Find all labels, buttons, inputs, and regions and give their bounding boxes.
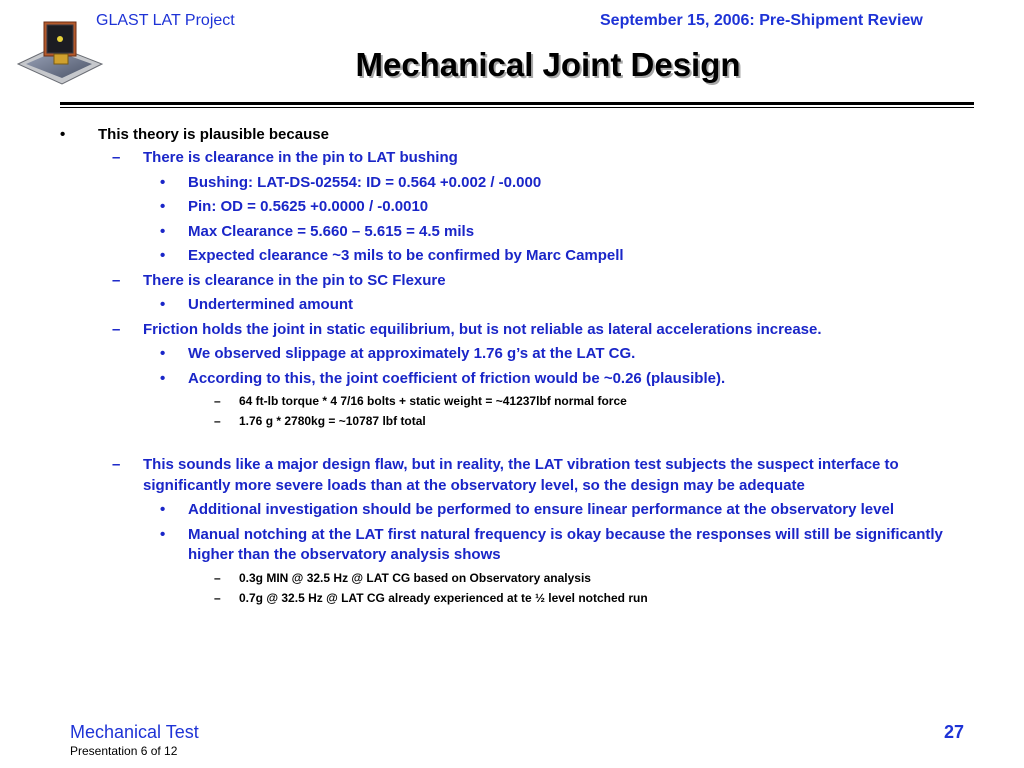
page-title: Mechanical Joint Design — [355, 46, 741, 83]
bullet-text: There is clearance in the pin to LAT bushing — [143, 149, 458, 166]
bullet-level3 — [0, 197, 1024, 218]
bullet-mark: • — [160, 525, 166, 543]
bullet-level4 — [0, 393, 1024, 409]
bullet-mark: • — [160, 247, 166, 264]
bullet-level2 — [0, 271, 1024, 292]
bullet-text: Friction holds the joint in static equilibrium, but is not reliable as lateral accelerations increase. — [143, 320, 822, 338]
dash-mark: – — [214, 590, 221, 605]
bullet-text: Max Clearance = 5.660 – 5.615 = 4.5 mils — [188, 222, 475, 240]
bullet-text: There is clearance in the pin to SC Flexure — [143, 271, 446, 289]
footer-subtitle: Presentation 6 of 12 — [70, 744, 178, 758]
bullet-text: 0.3g MIN @ 32.5 Hz @ LAT CG based on Observatory analysis — [239, 570, 591, 585]
bullet-level4 — [0, 413, 1024, 429]
bullet-mark: • — [160, 296, 166, 313]
dash-mark: – — [214, 414, 221, 428]
bullet-text: According to this, the joint coefficient of friction would be ~0.26 (plausible). — [188, 369, 726, 387]
bullet-mark: • — [160, 222, 166, 240]
bullet-level3 — [0, 246, 1024, 267]
bullet-mark: • — [160, 369, 166, 387]
bullet-text: This theory is plausible because — [98, 126, 329, 143]
bullet-text: Expected clearance ~3 mils to be confirmed by Marc Campell — [188, 247, 624, 264]
bullet-level2 — [0, 455, 1024, 496]
bullet-level4 — [0, 570, 1024, 586]
bullet-level3 — [0, 173, 1024, 194]
bullet-level2 — [0, 320, 1024, 341]
bullet-text: 64 ft-lb torque * 4 7/16 bolts + static weight = ~41237lbf normal force — [239, 394, 627, 408]
bullet-level3 — [0, 369, 1024, 390]
bullet-level3 — [0, 500, 1024, 521]
bullet-level3 — [0, 344, 1024, 365]
bullet-mark: • — [160, 501, 166, 518]
title-rule-thick — [60, 102, 974, 105]
dash-mark: – — [214, 570, 221, 585]
dash-mark: – — [112, 320, 121, 338]
bullet-text: Manual notching at the LAT first natural frequency is okay because the responses will still be significantly higher than the observatory analysis shows — [188, 525, 943, 563]
slide-body — [0, 124, 1024, 610]
dash-mark: – — [112, 456, 121, 473]
dash-mark: – — [112, 149, 121, 166]
bullet-text: This sounds like a major design flaw, but in reality, the LAT vibration test subjects the suspect interface to significantly more severe loads than at the observatory level, so the design may be adequate — [143, 456, 899, 494]
project-name: GLAST LAT Project — [96, 12, 235, 29]
spacer — [0, 433, 1024, 455]
bullet-text: 0.7g @ 32.5 Hz @ LAT CG already experienced at te ½ level notched run — [239, 590, 648, 605]
title-rule-thin — [60, 107, 974, 108]
bullet-text: Additional investigation should be performed to ensure linear performance at the observatory level — [188, 501, 894, 518]
review-date: September 15, 2006: Pre-Shipment Review — [600, 12, 923, 29]
bullet-mark: • — [160, 198, 166, 215]
bullet-text: 1.76 g * 2780kg = ~10787 lbf total — [239, 414, 426, 428]
bullet-level2 — [0, 148, 1024, 169]
bullet-level3 — [0, 525, 1024, 566]
dash-mark: – — [112, 271, 121, 289]
bullet-mark: • — [160, 173, 166, 191]
bullet-level3 — [0, 222, 1024, 243]
bullet-mark: • — [160, 345, 166, 362]
bullet-level3 — [0, 295, 1024, 316]
bullet-text: Undertermined amount — [188, 296, 354, 313]
page-number: 27 — [943, 722, 964, 742]
bullet-level4 — [0, 590, 1024, 606]
footer-title: Mechanical Test — [70, 722, 199, 742]
dash-mark: – — [214, 394, 221, 408]
bullet-text: Pin: OD = 0.5625 +0.0000 / -0.0010 — [188, 198, 429, 215]
bullet-level1 — [0, 124, 1024, 145]
bullet-text: Bushing: LAT-DS-02554: ID = 0.564 +0.002 / -0.000 — [188, 173, 542, 191]
bullet-mark: • — [60, 126, 66, 143]
bullet-text: We observed slippage at approximately 1.76 g’s at the LAT CG. — [188, 345, 636, 362]
